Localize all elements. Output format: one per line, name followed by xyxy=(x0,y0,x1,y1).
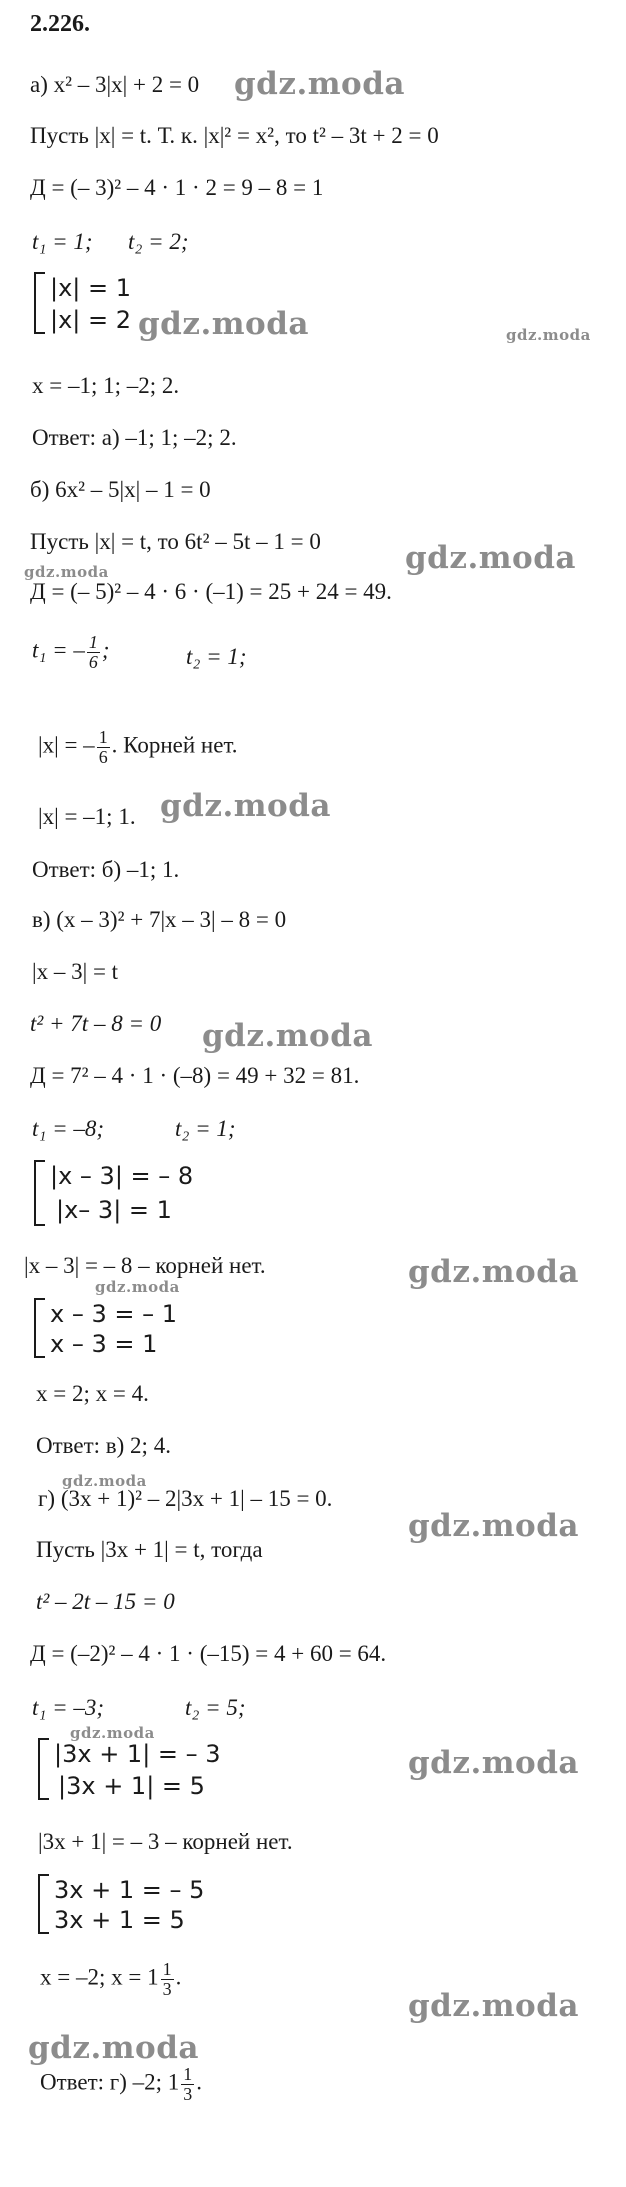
fraction-numerator: 1 xyxy=(183,2064,193,2084)
fraction-numerator: 1 xyxy=(88,632,98,652)
part-c-substitution: |x – 3| = t xyxy=(32,959,119,984)
part-b-abs-negative xyxy=(38,728,238,767)
fraction-denominator: 3 xyxy=(162,1978,172,1999)
answer-end: . xyxy=(196,2069,202,2095)
part-d-roots xyxy=(40,1960,181,1999)
part-c-answer: Ответ: в) 2; 4. xyxy=(36,1433,171,1458)
watermark: gdz.moda xyxy=(28,2030,199,2066)
part-b-answer: Ответ: б) –1; 1. xyxy=(32,857,180,882)
part-d-t-equation: t² – 2t – 15 = 0 xyxy=(36,1589,175,1614)
system-row: x – 3 = – 1 xyxy=(50,1300,177,1328)
part-c-t1: t₁ = –8; xyxy=(32,1116,105,1141)
system-bracket xyxy=(38,1874,49,1934)
watermark: gdz.moda xyxy=(405,540,576,576)
system-row: |x – 3| = – 8 xyxy=(50,1162,194,1190)
watermark: gdz.moda xyxy=(160,788,331,824)
part-d-discriminant: Д = (–2)² – 4 · 1 · (–15) = 4 + 60 = 64. xyxy=(30,1641,387,1666)
system-bracket xyxy=(34,272,45,334)
problem-number: 2.226. xyxy=(30,11,90,37)
watermark: gdz.moda xyxy=(62,1472,147,1490)
system-bracket xyxy=(34,1160,45,1226)
watermark: gdz.moda xyxy=(70,1724,155,1742)
system-bracket xyxy=(38,1738,49,1800)
part-d-system-abs xyxy=(38,1738,298,1800)
part-b-t1 xyxy=(32,633,110,672)
part-a-substitution: Пусть |x| = t. Т. к. |x|² = x², то t² – 3t + 2 = 0 xyxy=(30,123,439,148)
part-c-equation: в) (x – 3)² + 7|x – 3| – 8 = 0 xyxy=(32,907,287,932)
part-a-answer: Ответ: а) –1; 1; –2; 2. xyxy=(32,425,237,450)
part-b-equation: б) 6x² – 5|x| – 1 = 0 xyxy=(30,477,211,502)
watermark: gdz.moda xyxy=(234,66,405,102)
fraction xyxy=(161,1960,174,1999)
fraction-denominator: 6 xyxy=(98,746,108,767)
system-row: |x– 3| = 1 xyxy=(56,1196,172,1224)
system-row: 3x + 1 = – 5 xyxy=(54,1876,205,1904)
part-a-t1: t₁ = 1; xyxy=(32,229,93,254)
part-d-substitution: Пусть |3x + 1| = t, тогда xyxy=(36,1537,263,1562)
watermark: gdz.moda xyxy=(408,1254,579,1290)
system-bracket xyxy=(34,1298,45,1358)
part-a-roots: x = –1; 1; –2; 2. xyxy=(32,373,180,398)
part-c-system-abs xyxy=(34,1160,294,1226)
watermark: gdz.moda xyxy=(138,306,309,342)
roots-end: . xyxy=(175,1964,182,1990)
fraction xyxy=(181,2065,194,2104)
part-b-discriminant: Д = (– 5)² – 4 · 6 · (–1) = 25 + 24 = 49. xyxy=(30,579,392,604)
watermark: gdz.moda xyxy=(506,326,591,344)
abs-lhs: |x| = – xyxy=(38,732,95,758)
watermark: gdz.moda xyxy=(408,1745,579,1781)
part-d-answer xyxy=(40,2065,202,2104)
part-a-t2: t₂ = 2; xyxy=(128,229,189,254)
t1-lhs: t₁ = – xyxy=(32,637,85,663)
part-d-equation: г) (3x + 1)² – 2|3x + 1| – 15 = 0. xyxy=(38,1486,333,1511)
fraction-denominator: 6 xyxy=(88,651,98,672)
part-c-t2: t₂ = 1; xyxy=(175,1116,236,1141)
fraction-numerator: 1 xyxy=(162,1959,172,1979)
fraction-denominator: 3 xyxy=(183,2083,193,2104)
part-b-substitution: Пусть |x| = t, то 6t² – 5t – 1 = 0 xyxy=(30,529,321,554)
fraction xyxy=(97,728,110,767)
system-row: |3x + 1| = 5 xyxy=(58,1772,205,1800)
system-row: x – 3 = 1 xyxy=(50,1330,158,1358)
part-d-system-linear xyxy=(38,1874,278,1934)
part-c-no-roots: |x – 3| = – 8 – корней нет. xyxy=(24,1253,266,1278)
answer-lhs: Ответ: г) –2; 1 xyxy=(40,2069,180,2095)
part-d-t1: t₁ = –3; xyxy=(32,1695,105,1720)
watermark: gdz.moda xyxy=(24,563,109,581)
part-c-roots: x = 2; x = 4. xyxy=(36,1381,149,1406)
watermark: gdz.moda xyxy=(408,1508,579,1544)
t1-end: ; xyxy=(101,637,110,663)
part-a-equation: а) x² – 3|x| + 2 = 0 xyxy=(30,72,200,97)
abs-end: . Корней нет. xyxy=(111,732,238,758)
system-row: |x| = 2 xyxy=(50,306,132,334)
part-c-t-equation: t² + 7t – 8 = 0 xyxy=(30,1011,162,1036)
part-d-no-roots: |3x + 1| = – 3 – корней нет. xyxy=(38,1829,293,1854)
system-row: 3x + 1 = 5 xyxy=(54,1906,185,1934)
part-a-discriminant: Д = (– 3)² – 4 · 1 · 2 = 9 – 8 = 1 xyxy=(30,175,324,200)
watermark: gdz.moda xyxy=(408,1988,579,2024)
watermark: gdz.moda xyxy=(202,1018,373,1054)
system-row: |x| = 1 xyxy=(50,274,132,302)
part-b-t2: t₂ = 1; xyxy=(186,644,247,669)
part-b-abs-roots: |x| = –1; 1. xyxy=(38,804,136,829)
system-row: |3x + 1| = – 3 xyxy=(54,1740,221,1768)
fraction-numerator: 1 xyxy=(98,727,108,747)
part-d-t2: t₂ = 5; xyxy=(185,1695,246,1720)
watermark: gdz.moda xyxy=(95,1278,180,1296)
part-c-discriminant: Д = 7² – 4 · 1 · (–8) = 49 + 32 = 81. xyxy=(30,1063,360,1088)
fraction xyxy=(87,633,100,672)
roots-lhs: x = –2; x = 1 xyxy=(40,1964,159,1990)
part-c-system-linear xyxy=(34,1298,274,1358)
